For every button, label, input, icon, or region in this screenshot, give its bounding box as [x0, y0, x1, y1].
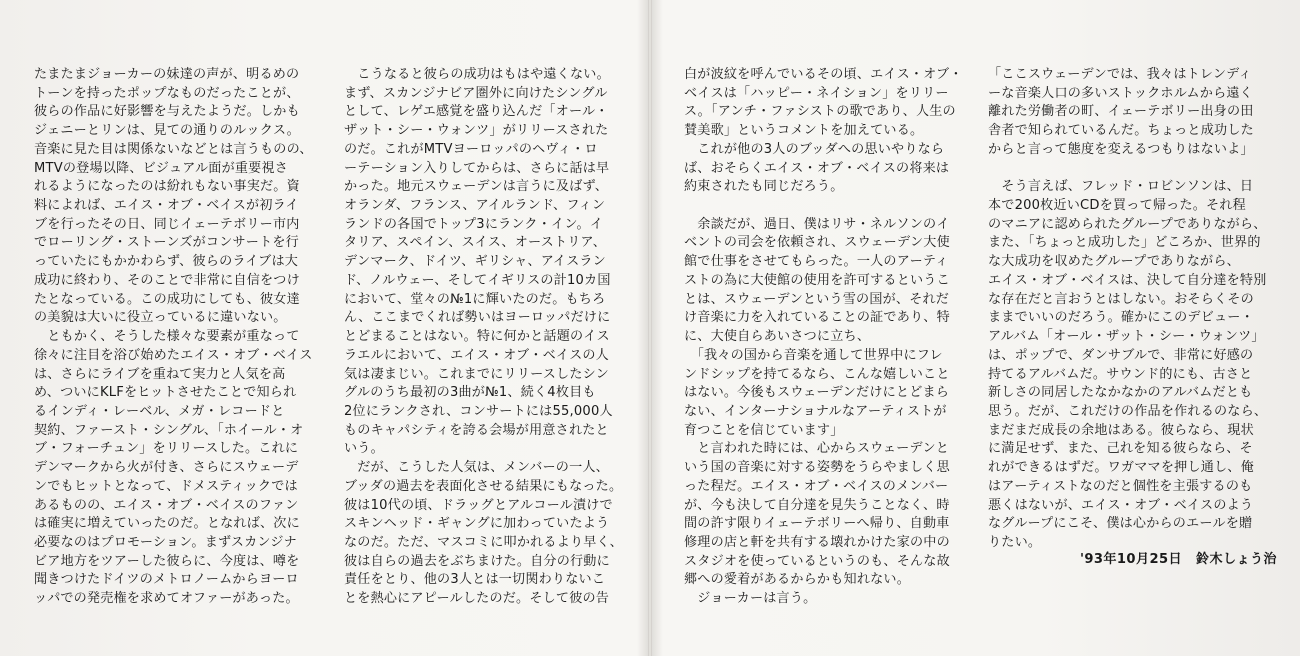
text-line: 離れた労働者の町、イェーテボリー出身の田 — [988, 104, 1254, 120]
text-line: において、堂々の№1に輝いたのだ。もちろ — [344, 291, 606, 307]
text-line: スタジオを使っているというのも、そんな故 — [684, 553, 950, 569]
text-line: ジェニーとリンは、見ての通りのルックス。 — [34, 123, 300, 139]
text-line: ンでもヒットとなって、ドメスティックでは — [34, 478, 298, 494]
text-line: 賛美歌」というコメントを加えている。 — [684, 123, 924, 139]
text-line: れができるはずだ。ワガママを押し通し、俺 — [988, 460, 1254, 476]
text-line: 責任をとり、他の3人とは一切関わりないこ — [344, 572, 606, 588]
text-line: として、レゲエ感覚を盛り込んだ「オール・ — [344, 104, 609, 120]
text-line: ンドシップを持てるなら、こんな嬉しいこと — [684, 366, 950, 382]
text-line: からと言って態度を変えるつもりはないよ」 — [988, 141, 1254, 157]
text-line: に、大使自らあいさつに立ち、 — [684, 329, 871, 345]
text-line: 気は凄まじい。これまでにリリースしたシン — [344, 366, 609, 382]
text-line: ラエルにおいて、エイス・オブ・ベイスの人 — [344, 347, 609, 363]
text-line: ない、インターナショナルなアーティストが — [684, 403, 947, 419]
text-line: ーテーション入りしてからは、さらに話は早 — [344, 160, 610, 176]
text-column-3 — [684, 66, 972, 609]
text-line: だが、こうした人気は、メンバーの一人、 — [344, 460, 609, 476]
text-line: とどまることはない。特に何かと話題のイス — [344, 329, 610, 345]
text-line: 間の許す限りイェーテボリーへ帰り、自動車 — [684, 516, 950, 532]
text-line: な大成功を収めたグループでありながら、 — [988, 254, 1240, 270]
text-line: トーンを持ったポップなものだったことが、 — [34, 85, 300, 101]
text-line: ス。「アンチ・ファシストの歌であり、人生の — [684, 104, 956, 120]
text-line: デンマークから火が付き、さらにスウェーデ — [34, 460, 299, 476]
text-line: なグループにこそ、僕は心からのエールを贈 — [988, 516, 1253, 532]
text-line: 郷への愛着があるからかも知れない。 — [684, 572, 910, 588]
text-line: デンマーク、ドイツ、ギリシャ、アイスラン — [344, 254, 606, 270]
text-line: りたい。 — [988, 534, 1042, 550]
text-line: あるものの、エイス・オブ・ベイスのファン — [34, 497, 299, 513]
text-line: るインディ・レーベル、メガ・レコードと — [34, 403, 285, 419]
text-column-4 — [988, 66, 1278, 553]
text-line: ものキャパシティを誇る会場が用意されたと — [344, 422, 609, 438]
text-line: 悪くはないが、エイス・オブ・ベイスのよう — [988, 497, 1254, 513]
left-page — [0, 0, 648, 656]
text-line: 修理の店と軒を共有する壊れかけた家の中の — [684, 534, 950, 550]
text-line: 彼らの作品に好影響を与えたようだ。しかも — [34, 104, 300, 120]
text-line: いう国の音楽に対する姿勢をうらやましく思 — [684, 460, 950, 476]
text-line: 必要なのはプロモーション。まずスカンジナ — [34, 534, 297, 550]
text-line: な存在だと言おうとはしない。おそらくその — [988, 291, 1254, 307]
text-line: 音楽に見た目は関係ないなどとは言うものの、 — [34, 141, 313, 157]
text-line: オランダ、フランス、アイルランド、フィン — [344, 198, 606, 214]
text-line: の美貌は大いに役立っているに違いない。 — [34, 310, 287, 326]
text-line: こうなると彼らの成功はもはや遠くない。 — [344, 67, 610, 82]
text-line: まず、スカンジナビア圏外に向けたシングル — [344, 85, 608, 101]
text-line: エイス・オブ・ベイスは、決して自分達を特別 — [988, 272, 1267, 288]
text-line: ド、ノルウェー、そしてイギリスの計10カ国 — [344, 272, 611, 288]
text-line: なのだ。ただ、マスコミに叩かれるより早く、 — [344, 534, 623, 550]
text-line: 「我々の国から音楽を通して世界中にフレ — [684, 347, 943, 363]
text-column-2 — [344, 66, 632, 609]
text-line: ともかく、そうした様々な要素が重なって — [34, 329, 300, 345]
text-line: はない。今後もスウェーデンだけにとどまら — [684, 385, 950, 401]
text-line: ランドの各国でトップ3にランク・イン。イ — [344, 216, 604, 232]
text-line: 持てるアルバムだ。サウンド的にも、古さと — [988, 366, 1253, 382]
text-line: 「ここスウェーデンでは、我々はトレンディ — [988, 67, 1252, 82]
text-line: け音楽に力を入れていることの証であり、特 — [684, 310, 950, 326]
text-line: 育つことを信じています」 — [684, 422, 844, 438]
text-line: MTVの登場以降、ビジュアル面が重要視さ — [34, 160, 289, 176]
text-line: は確実に増えていったのだ。となれば、次に — [34, 516, 300, 532]
text-line: 館で仕事をさせてもらった。一人のアーティ — [684, 254, 949, 270]
text-line: れるようになったのは紛れもない事実だ。資 — [34, 179, 300, 195]
text-line: たまたまジョーカーの妹達の声が、明るめの — [34, 67, 300, 82]
text-line: これが他の3人のブッダへの思いやりなら — [684, 141, 945, 157]
text-line: 2位にランクされ、コンサートには55,000人 — [344, 403, 613, 419]
text-line: が、今も決して自分達を見失うことなく、時 — [684, 497, 950, 513]
text-line — [988, 160, 1278, 179]
text-line: 徐々に注目を浴び始めたエイス・オブ・ベイス — [34, 347, 313, 363]
text-line — [684, 197, 972, 216]
text-line: 本で200枚近いCDを買って帰った。それ程 — [988, 198, 1246, 214]
text-line: ジョーカーは言う。 — [684, 591, 817, 607]
text-line: 余談だが、過日、僕はリサ・ネルソンのイ — [684, 216, 950, 232]
text-line: め、ついにKLFをヒットさせたことで知られ — [34, 385, 297, 401]
text-line: はアーティストなのだと個性を主張するのも — [988, 478, 1253, 494]
text-line: ままでいいのだろう。確かにこのデビュー・ — [988, 310, 1254, 326]
text-line: ブ・フォーチュン」をリリースした。これに — [34, 441, 299, 457]
text-line: グルのうち最初の3曲が№1、続く4枚目も — [344, 385, 596, 401]
signature — [1080, 548, 1277, 567]
text-line: 成功に終わり、そのことで非常に自信をつけ — [34, 272, 300, 288]
text-line: は、さらにライブを重ねて実力と人気を高 — [34, 366, 286, 382]
text-line: かった。地元スウェーデンは言うに及ばず、 — [344, 179, 609, 195]
text-line: ビア地方をツアーした彼らに、今度は、噂を — [34, 553, 300, 569]
text-line: 舎者で知られているんだ。ちょっと成功した — [988, 123, 1254, 139]
text-line: 契約、ファースト・シングル、「ホイール・オ — [34, 422, 304, 438]
text-line: った程だ。エイス・オブ・ベイスのメンバー — [684, 478, 949, 494]
text-line: 思う。だが、これだけの作品を作れるのなら、 — [988, 403, 1268, 419]
text-line: ブッダの過去を表面化させる結果にもなった。 — [344, 478, 623, 494]
text-line: ブを行ったその日、同じイェーテボリー市内 — [34, 216, 300, 232]
text-line: 料によれば、エイス・オブ・ベイスが初ライ — [34, 198, 299, 214]
text-line: ーな音楽人口の多いストックホルムから遠く — [988, 85, 1253, 101]
text-line: 聞きつけたドイツのメトロノームからヨーロ — [34, 572, 299, 588]
text-column-1 — [34, 66, 322, 609]
text-line: 新しさの同居したなかなかのアルバムだとも — [988, 385, 1253, 401]
signature-author: 鈴木しょう治 — [1195, 552, 1277, 567]
text-line: そう言えば、フレッド・ロビンソンは、日 — [988, 179, 1254, 195]
text-line: まだまだ成長の余地はある。彼らなら、現状 — [988, 422, 1254, 438]
text-line: ッパでの発売権を求めてオファーがあった。 — [34, 591, 299, 607]
text-line: とは、スウェーデンという雪の国が、それだ — [684, 291, 950, 307]
text-line: は、ポップで、ダンサブルで、非常に好感の — [988, 347, 1254, 363]
text-line: ストの為に大使館の使用を許可するというこ — [684, 272, 950, 288]
signature-date: '93年10月25日 — [1080, 552, 1182, 567]
text-line: 白が波紋を呼んでいるその頃、エイス・オブ・ — [684, 67, 963, 82]
text-line: でローリング・ストーンズがコンサートを行 — [34, 235, 299, 251]
text-line: と言われた時には、心からスウェーデンと — [684, 441, 950, 457]
text-line: ん、ここまでくれば勢いはヨーロッパだけに — [344, 310, 611, 326]
text-line: ベイスは「ハッピー・ネイション」をリリー — [684, 85, 949, 101]
text-line: たとなっている。この成功にしても、彼女達 — [34, 291, 300, 307]
text-line: のだ。これがMTVヨーロッパのヘヴィ・ロ — [344, 141, 598, 157]
text-line: タリア、スペイン、スイス、オーストリア、 — [344, 235, 607, 251]
text-line: ば、おそらくエイス・オブ・ベイスの将来は — [684, 160, 950, 176]
text-line: に満足せず、また、己れを知る彼らなら、そ — [988, 441, 1253, 457]
text-line: また、「ちょっと成功した」どころか、世界的 — [988, 235, 1261, 251]
text-line: 彼は10代の頃、ドラッグとアルコール漬けで — [344, 497, 613, 513]
text-line: のマニアに認められたグループでありながら、 — [988, 216, 1267, 232]
text-line: いう。 — [344, 441, 384, 457]
text-line: ベントの司会を依頼され、スウェーデン大使 — [684, 235, 950, 251]
text-line: アルバム「オール・ザット・シー・ウォンツ」 — [988, 329, 1265, 345]
text-line: とを熱心にアピールしたのだ。そして彼の告 — [344, 591, 610, 607]
text-line: 約束されたも同じだろう。 — [684, 179, 844, 195]
text-line: 彼は自らの過去をぶちまけた。自分の行動に — [344, 553, 610, 569]
text-line: ザット・シー・ウォンツ」がリリースされた — [344, 123, 609, 139]
text-line: スキンヘッド・ギャングに加わっていたよう — [344, 516, 610, 532]
text-line: っていたにもかかわらず、彼らのライブは大 — [34, 254, 299, 270]
